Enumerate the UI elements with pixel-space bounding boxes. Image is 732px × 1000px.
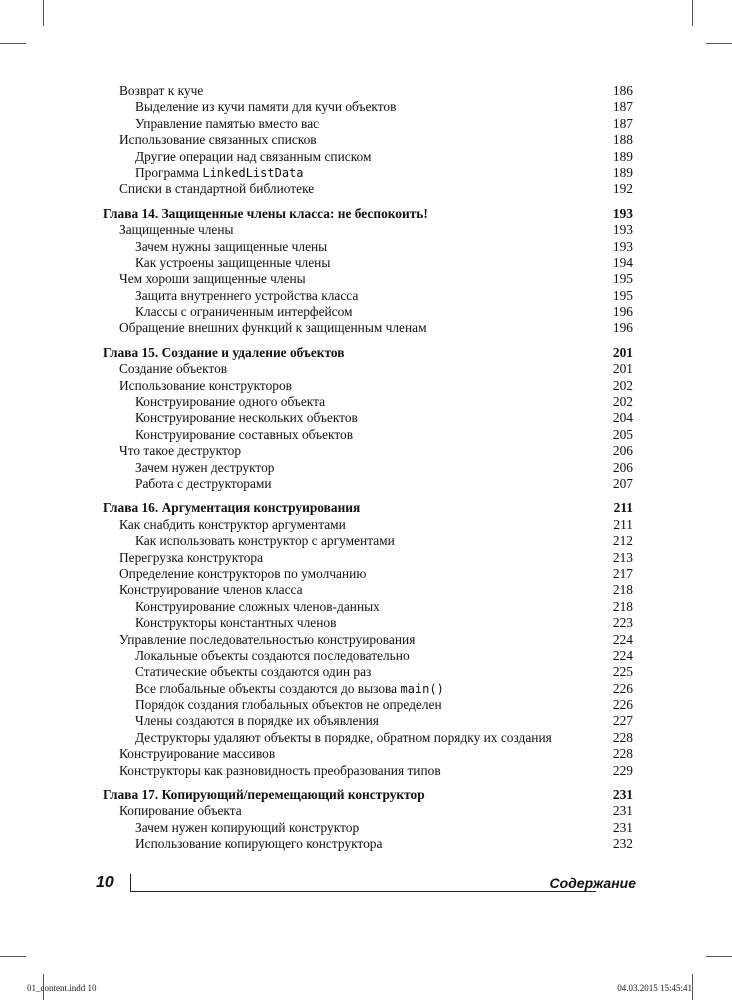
toc-page-number: 193	[612, 238, 633, 254]
toc-page-number: 193	[612, 222, 633, 238]
toc-entry-text: Конструирование нескольких объектов	[135, 410, 358, 426]
toc-page-number: 207	[612, 475, 633, 491]
toc-entry-title	[135, 410, 358, 426]
toc-chapter-entry	[103, 206, 633, 222]
toc-entry-text: Возврат к куче	[119, 83, 204, 98]
toc-entry-text: Конструкторы константных членов	[135, 615, 337, 631]
toc-entry-text: Зачем нужен деструктор	[135, 459, 275, 475]
toc-entry-text: Защита внутреннего устройства класса	[135, 287, 359, 303]
toc-entry-title	[119, 763, 441, 779]
toc-page-number: 231	[612, 803, 633, 819]
toc-entry-text: Управление памятью вместо вас	[135, 115, 320, 131]
toc-page-number: 218	[612, 582, 633, 598]
toc-entry-title	[135, 99, 396, 115]
toc-entry-text: Как устроены защищенные члены	[135, 254, 331, 270]
toc-entry-text: Порядок создания глобальных объектов не определен	[135, 697, 442, 713]
toc-entry-text: Использование копирующего конструктора	[135, 836, 383, 852]
toc-entry	[103, 566, 633, 582]
toc-page-number: 213	[612, 549, 633, 565]
toc-entry-title	[103, 500, 360, 516]
toc-page-number: 188	[612, 132, 633, 148]
toc-entry-text: Другие операции над связанным списком	[135, 148, 372, 164]
crop-mark-top-right	[692, 0, 693, 26]
toc-entry	[103, 476, 633, 492]
toc-entry-title	[135, 288, 358, 304]
slug-file-name: 01_content.indd 10	[27, 983, 97, 993]
toc-entry-title	[119, 132, 317, 148]
toc-entry	[103, 288, 633, 304]
toc-entry	[103, 599, 633, 615]
toc-entry	[103, 378, 633, 394]
toc-entry	[103, 517, 633, 533]
slug-timestamp: 04.03.2015 15:45:41	[617, 983, 692, 993]
toc-entry	[103, 648, 633, 664]
toc-page-number: 187	[612, 115, 633, 131]
toc-chapter-entry	[103, 787, 633, 803]
toc-page-number: 196	[612, 304, 633, 320]
toc-page-number: 189	[612, 164, 633, 180]
toc-entry-text: Конструирование сложных членов-данных	[135, 598, 380, 614]
toc-entry-text: Глава 16. Аргументация конструирования	[103, 500, 361, 516]
toc-entry	[103, 149, 633, 165]
toc-page-number: 227	[612, 713, 633, 729]
toc-entry-text: Локальные объекты создаются последовательно	[135, 647, 410, 663]
toc-entry	[103, 222, 633, 238]
toc-entry-text: Копирование объекта	[119, 803, 242, 819]
toc-page-number: 195	[612, 271, 633, 287]
toc-entry	[103, 615, 633, 631]
toc-entry-title	[135, 533, 395, 549]
toc-page-number: 189	[612, 148, 633, 164]
toc-page-number: 204	[612, 410, 633, 426]
toc-entry-text: Работа с деструкторами	[135, 475, 272, 491]
toc-page-number: 224	[612, 647, 633, 663]
toc-entry	[103, 320, 633, 336]
toc-page-number: 231	[612, 787, 633, 803]
crop-mark-top-left	[43, 0, 44, 26]
toc-page-number: 194	[612, 254, 633, 270]
toc-entry	[103, 255, 633, 271]
toc-entry-title	[119, 566, 366, 582]
toc-entry-text: Конструирование составных объектов	[135, 426, 354, 442]
toc-page-number: 226	[612, 680, 633, 696]
toc-entry-text: Конструирование массивов	[119, 746, 276, 762]
toc-page-number: 228	[612, 746, 633, 762]
toc-entry-title	[135, 648, 410, 664]
toc-page-number: 232	[612, 836, 633, 852]
toc-page-number: 193	[612, 205, 633, 221]
toc-entry-text: Все глобальные объекты создаются до вызова	[135, 680, 401, 696]
crop-mark-bottom-right	[692, 974, 693, 1000]
toc-page-number: 196	[612, 320, 633, 336]
page-footer	[96, 871, 636, 895]
toc-entry-text: Глава 15. Создание и удаление объектов	[103, 344, 345, 360]
toc-entry	[103, 820, 633, 836]
toc-page-number: 206	[612, 443, 633, 459]
toc-entry-title	[135, 149, 371, 165]
toc-entry-text: Использование связанных списков	[119, 132, 317, 148]
toc-entry-title	[119, 271, 306, 287]
toc-entry-title	[103, 206, 428, 222]
toc-page-number: 212	[612, 533, 633, 549]
toc-page-number: 186	[612, 83, 633, 98]
toc-page-number: 224	[612, 631, 633, 647]
toc-page-number: 231	[612, 819, 633, 835]
toc-entry-text: Использование конструкторов	[119, 377, 292, 393]
toc-entry	[103, 181, 633, 197]
toc-entry-text: Чем хороши защищенные члены	[119, 271, 306, 287]
footer-rule-vertical	[130, 874, 131, 892]
toc-entry-title	[135, 681, 444, 697]
toc-entry-text: Глава 14. Защищенные члены класса: не беспокоить!	[103, 205, 428, 221]
toc-entry-title	[119, 443, 241, 459]
toc-entry-title	[135, 116, 319, 132]
toc-entry	[103, 132, 633, 148]
toc-entry-title	[135, 713, 379, 729]
toc-entry-title	[103, 345, 344, 361]
toc-entry-text: Члены создаются в порядке их объявления	[135, 713, 379, 729]
toc-entry-text: Списки в стандартной библиотеке	[119, 181, 315, 197]
toc-page-number: 205	[612, 426, 633, 442]
toc-entry-title	[135, 730, 552, 746]
toc-entry-text: Определение конструкторов по умолчанию	[119, 565, 367, 581]
toc-page-number: 218	[612, 598, 633, 614]
toc-page-number: 202	[612, 377, 633, 393]
toc-entry-title	[119, 361, 227, 377]
toc-entry-text: Конструирование одного объекта	[135, 394, 326, 410]
toc-page-number: 211	[613, 500, 633, 516]
toc-page-number: 202	[612, 394, 633, 410]
toc-entry	[103, 304, 633, 320]
toc-entry-text: Конструирование членов класса	[119, 582, 303, 598]
toc-entry	[103, 746, 633, 762]
toc-entry	[103, 239, 633, 255]
toc-entry	[103, 427, 633, 443]
toc-entry	[103, 116, 633, 132]
toc-entry	[103, 533, 633, 549]
toc-entry	[103, 803, 633, 819]
toc-entry-text: Перегрузка конструктора	[119, 549, 264, 565]
toc-entry-title	[119, 222, 234, 238]
page-number: 10	[96, 874, 114, 891]
toc-page-number: 206	[612, 459, 633, 475]
toc-entry	[103, 83, 633, 99]
toc-page-number: 201	[612, 361, 633, 377]
toc-entry	[103, 697, 633, 713]
toc-chapter-entry	[103, 500, 633, 516]
toc-page-number: 225	[612, 664, 633, 680]
toc-entry-title	[119, 746, 275, 762]
toc-entry-text: Конструкторы как разновидность преобразования типов	[119, 762, 441, 778]
toc-entry	[103, 394, 633, 410]
toc-entry-title	[119, 632, 415, 648]
toc-entry-text: Управление последовательностью конструирования	[119, 631, 416, 647]
crop-mark-left-bottom	[0, 956, 26, 957]
toc-entry	[103, 410, 633, 426]
toc-entry	[103, 681, 633, 697]
toc-entry-title	[135, 394, 325, 410]
toc-entry-text: Классы с ограниченным интерфейсом	[135, 304, 353, 320]
toc-entry-title	[119, 582, 303, 598]
toc-entry-title	[119, 83, 203, 99]
toc-entry-title	[119, 320, 427, 336]
toc-entry-title	[135, 165, 304, 181]
toc-entry-text: Выделение из кучи памяти для кучи объектов	[135, 99, 397, 115]
toc-entry-text: Обращение внешних функций к защищенным членам	[119, 320, 427, 336]
toc-entry	[103, 443, 633, 459]
toc-entry-text: Глава 17. Копирующий/перемещающий конструктор	[103, 787, 425, 803]
toc-entry-title	[119, 803, 242, 819]
toc-entry-title	[119, 517, 346, 533]
toc-page-number: 228	[612, 729, 633, 745]
toc-entry	[103, 713, 633, 729]
toc-entry	[103, 271, 633, 287]
toc-entry-title	[135, 836, 382, 852]
toc-page-number: 223	[612, 615, 633, 631]
toc-page-number: 211	[613, 516, 633, 532]
toc-entry-text: Как снабдить конструктор аргументами	[119, 516, 346, 532]
toc-entry-text: Защищенные члены	[119, 222, 234, 238]
toc-entry-text: Статические объекты создаются один раз	[135, 664, 372, 680]
toc-entry-title	[119, 181, 314, 197]
toc-entry-text: Создание объектов	[119, 361, 228, 377]
toc-entry-title	[135, 460, 275, 476]
toc-page-number: 217	[612, 565, 633, 581]
toc-chapter-entry	[103, 345, 633, 361]
toc-entry-title	[135, 476, 272, 492]
toc-entry-code: main()	[400, 681, 444, 696]
toc-entry-title	[135, 599, 380, 615]
toc-entry	[103, 99, 633, 115]
toc-entry-title	[119, 378, 292, 394]
toc-entry-text: Что такое деструктор	[119, 443, 242, 459]
toc-entry-text: Зачем нужен копирующий конструктор	[135, 819, 360, 835]
toc-entry	[103, 730, 633, 746]
toc-entry-title	[135, 664, 371, 680]
toc-entry-title	[135, 239, 327, 255]
toc-page-number: 229	[612, 762, 633, 778]
toc-entry-title	[135, 820, 359, 836]
crop-mark-left-top	[0, 43, 26, 44]
toc-entry-text: Зачем нужны защищенные члены	[135, 238, 328, 254]
toc-entry-title	[103, 787, 425, 803]
toc-entry	[103, 836, 633, 852]
toc-page-number: 226	[612, 697, 633, 713]
toc-entry-title	[135, 255, 330, 271]
toc-entry	[103, 361, 633, 377]
toc-entry-title	[135, 697, 442, 713]
toc-page-number: 187	[612, 99, 633, 115]
toc-entry-text: Деструкторы удаляют объекты в порядке, обратном порядку их создания	[135, 729, 552, 745]
toc-entry	[103, 460, 633, 476]
footer-rule-horizontal	[130, 891, 596, 892]
toc-page-number: 201	[612, 344, 633, 360]
crop-mark-right-top	[706, 43, 732, 44]
toc-entry-code: LinkedListData	[202, 165, 304, 180]
toc-entry-title	[135, 615, 336, 631]
toc-entry-text: Как использовать конструктор с аргументами	[135, 533, 395, 549]
toc-entry-title	[135, 304, 353, 320]
table-of-contents	[103, 83, 633, 853]
toc-entry-title	[119, 550, 263, 566]
toc-page-number: 192	[612, 181, 633, 197]
toc-entry-text: Программа	[135, 164, 203, 180]
toc-entry	[103, 763, 633, 779]
toc-page-number: 195	[612, 287, 633, 303]
toc-entry	[103, 550, 633, 566]
toc-entry	[103, 632, 633, 648]
toc-entry	[103, 664, 633, 680]
toc-entry	[103, 582, 633, 598]
running-section-title: Содержание	[549, 875, 636, 891]
toc-entry-title	[135, 427, 353, 443]
crop-mark-right-bottom	[706, 956, 732, 957]
toc-entry	[103, 165, 633, 181]
